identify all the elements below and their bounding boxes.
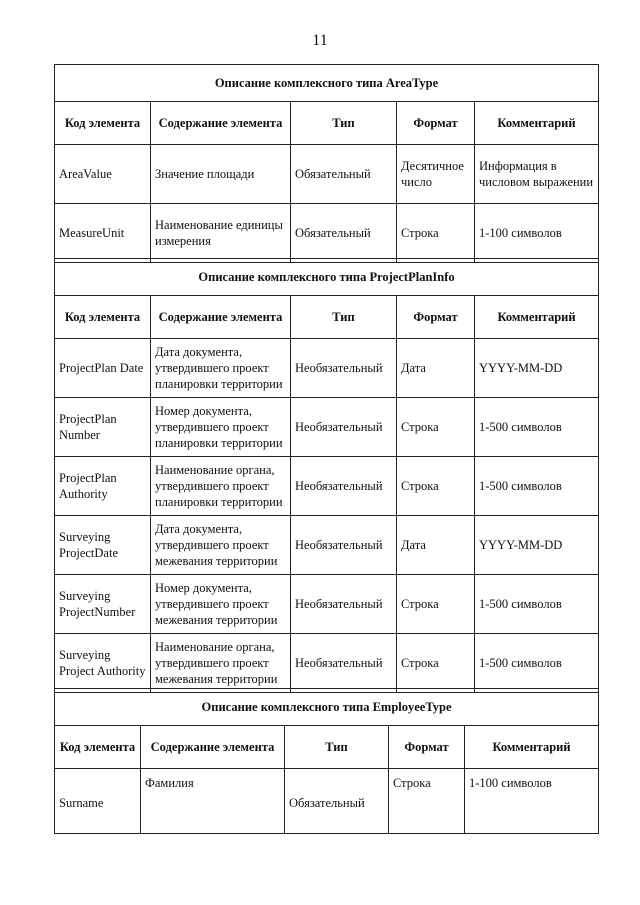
- cell-content: Значение площади: [151, 145, 291, 204]
- cell-content: Фамилия: [141, 769, 285, 834]
- table-title: Описание комплексного типа AreaType: [55, 65, 599, 102]
- cell-format: Дата: [397, 339, 475, 398]
- header-code: Код элемента: [55, 296, 151, 339]
- header-format: Формат: [397, 102, 475, 145]
- table-row: [55, 204, 599, 263]
- header-comment: Комментарий: [475, 296, 599, 339]
- table-row: [55, 145, 599, 204]
- cell-type: Необязательный: [291, 339, 397, 398]
- header-type: Тип: [285, 726, 389, 769]
- header-format: Формат: [389, 726, 465, 769]
- table-row: [55, 398, 599, 457]
- table-title: Описание комплексного типа EmployeeType: [55, 689, 599, 726]
- cell-content: Наименование органа, утвердившего проект межевания территории: [151, 634, 291, 693]
- header-content: Содержание элемента: [151, 296, 291, 339]
- cell-code: ProjectPlan Authority: [55, 457, 151, 516]
- employeetype-table: [54, 688, 599, 834]
- cell-comment: 1-500 символов: [475, 575, 599, 634]
- table-row: [55, 457, 599, 516]
- header-type: Тип: [291, 296, 397, 339]
- cell-type: Обязательный: [291, 145, 397, 204]
- cell-code: ProjectPlan Number: [55, 398, 151, 457]
- cell-format: Строка: [397, 398, 475, 457]
- table-header-row: [55, 102, 599, 145]
- cell-type: Обязательный: [291, 204, 397, 263]
- cell-type: Необязательный: [291, 516, 397, 575]
- header-code: Код элемента: [55, 102, 151, 145]
- cell-comment: YYYY-MM-DD: [475, 516, 599, 575]
- cell-comment: YYYY-MM-DD: [475, 339, 599, 398]
- cell-format: Строка: [397, 457, 475, 516]
- cell-code: Surveying ProjectDate: [55, 516, 151, 575]
- header-format: Формат: [397, 296, 475, 339]
- cell-format: Строка: [389, 769, 465, 834]
- header-comment: Комментарий: [475, 102, 599, 145]
- cell-code: AreaValue: [55, 145, 151, 204]
- table-row: [55, 634, 599, 693]
- cell-code: Surname: [55, 769, 141, 834]
- cell-code: ProjectPlan Date: [55, 339, 151, 398]
- cell-comment: 1-500 символов: [475, 398, 599, 457]
- cell-format: Дата: [397, 516, 475, 575]
- table-header-row: [55, 296, 599, 339]
- cell-content: Наименование единицы измерения: [151, 204, 291, 263]
- header-type: Тип: [291, 102, 397, 145]
- header-code: Код элемента: [55, 726, 141, 769]
- page-number: 11: [312, 32, 328, 49]
- cell-comment: 1-500 символов: [475, 457, 599, 516]
- cell-format: Строка: [397, 575, 475, 634]
- cell-type: Необязательный: [291, 575, 397, 634]
- cell-comment: 1-100 символов: [475, 204, 599, 263]
- cell-code: MeasureUnit: [55, 204, 151, 263]
- table-row: [55, 575, 599, 634]
- cell-type: Необязательный: [291, 634, 397, 693]
- table-row: [55, 769, 599, 834]
- header-content: Содержание элемента: [141, 726, 285, 769]
- cell-content: Наименование органа, утвердившего проект планировки территории: [151, 457, 291, 516]
- cell-code: Surveying ProjectNumber: [55, 575, 151, 634]
- cell-code: Surveying Project Authority: [55, 634, 151, 693]
- table-row: [55, 339, 599, 398]
- cell-format: Строка: [397, 204, 475, 263]
- header-content: Содержание элемента: [151, 102, 291, 145]
- cell-type: Обязательный: [285, 769, 389, 834]
- cell-format: Строка: [397, 634, 475, 693]
- cell-type: Необязательный: [291, 457, 397, 516]
- cell-format: Десятичное число: [397, 145, 475, 204]
- areatype-table: [54, 64, 599, 263]
- cell-comment: 1-100 символов: [465, 769, 599, 834]
- cell-type: Необязательный: [291, 398, 397, 457]
- cell-comment: Информация в числовом выражении: [475, 145, 599, 204]
- cell-comment: 1-500 символов: [475, 634, 599, 693]
- cell-content: Дата документа, утвердившего проект планировки территории: [151, 339, 291, 398]
- projectplaninfo-table: [54, 258, 599, 693]
- table-title: Описание комплексного типа ProjectPlanInfo: [55, 259, 599, 296]
- table-header-row: [55, 726, 599, 769]
- cell-content: Номер документа, утвердившего проект планировки территории: [151, 398, 291, 457]
- header-comment: Комментарий: [465, 726, 599, 769]
- cell-content: Дата документа, утвердившего проект межевания территории: [151, 516, 291, 575]
- cell-content: Номер документа, утвердившего проект межевания территории: [151, 575, 291, 634]
- table-row: [55, 516, 599, 575]
